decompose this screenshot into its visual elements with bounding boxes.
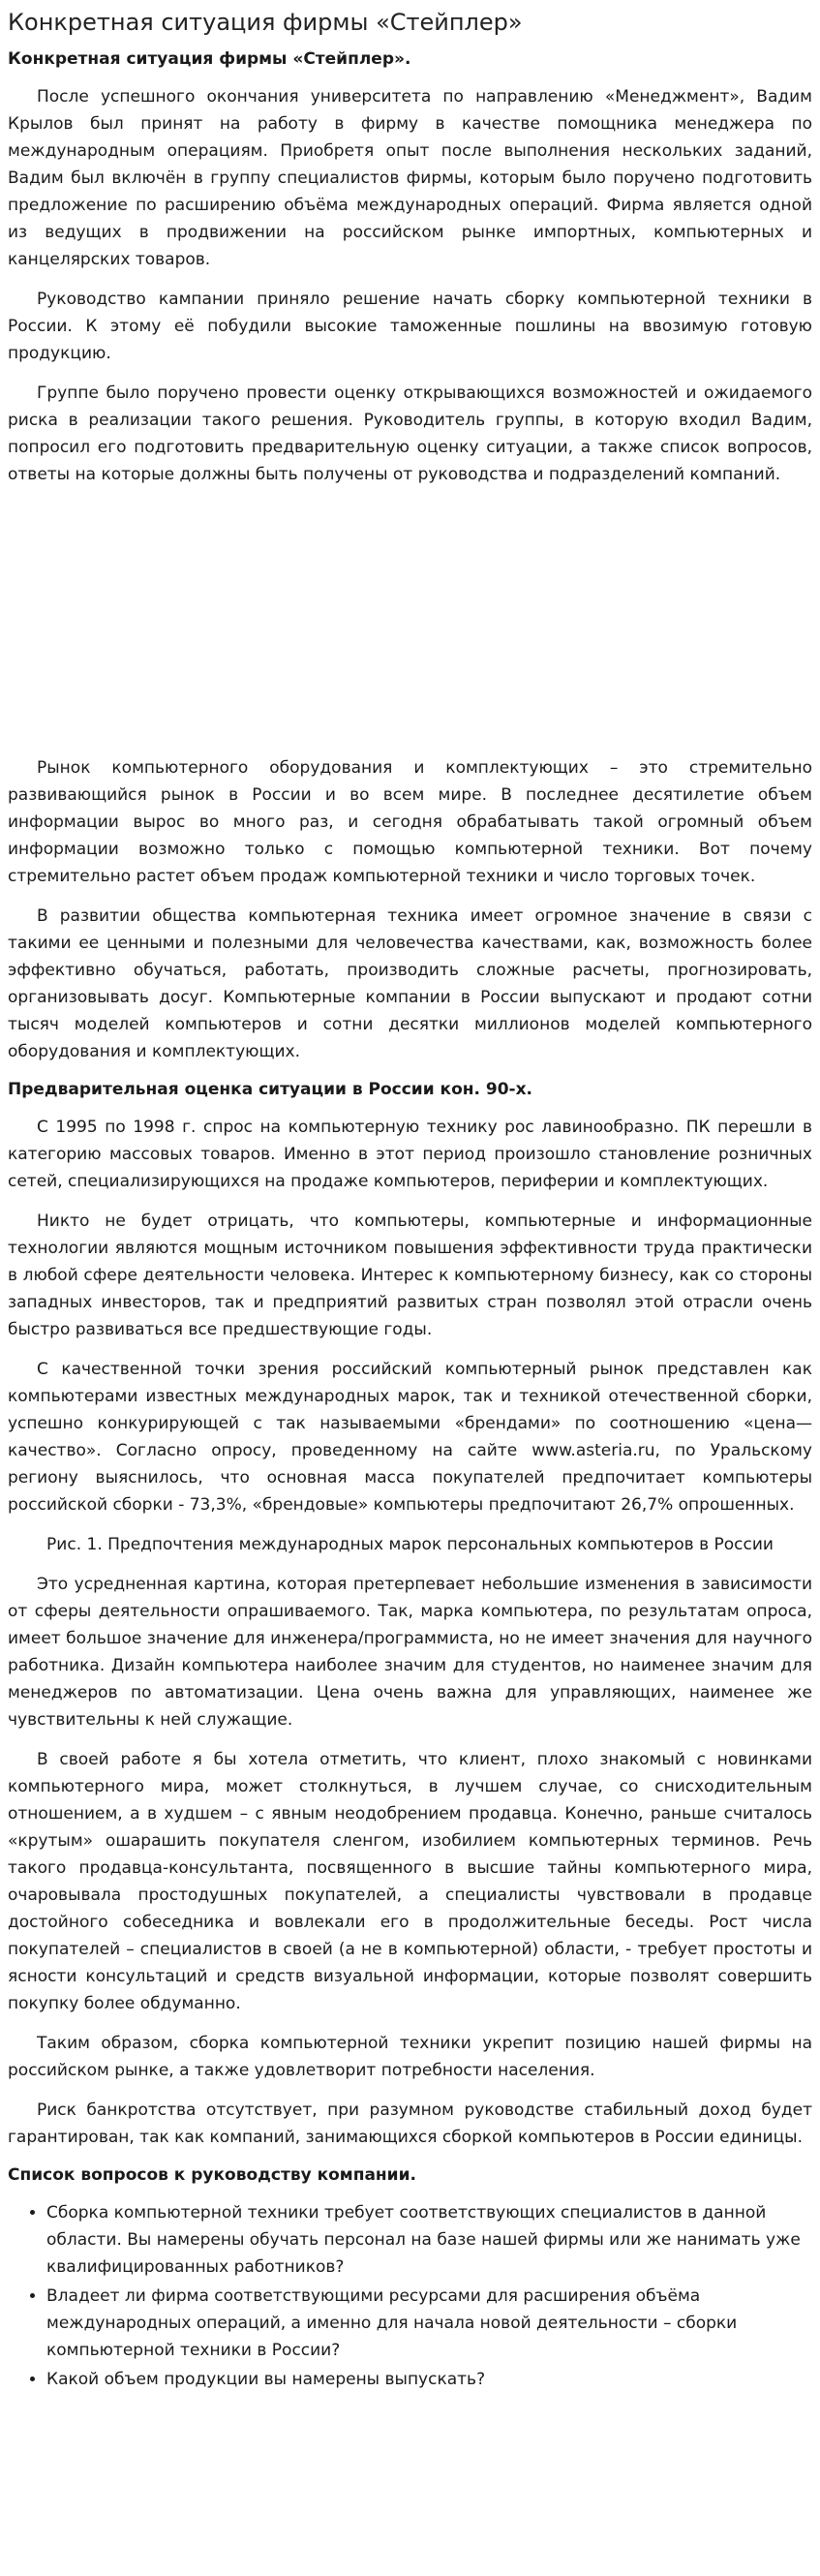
assessment-paragraph: С 1995 по 1998 г. спрос на компьютерную технику рос лавинообразно. ПК перешли в категорию массовых товаров. Именно в этот период произошло становление розничных сетей, специализирующихся на продаже компьютеров, периферии и комплектующих.	[8, 1118, 812, 1191]
subtitle-heading: Конкретная ситуация фирмы «Стейплер».	[8, 49, 411, 69]
intro-paragraph: Руководство кампании приняло решение начать сборку компьютерной техники в России. К этому её побудили высокие таможенные пошлины на ввозимую готовую продукцию.	[8, 290, 812, 363]
intro-paragraph: Группе было поручено провести оценку открывающихся возможностей и ожидаемого риска в реализации такого решения. Руководитель группы, в которую входил Вадим, попросил его подготовить предварительную оценку ситуации, а также список вопросов, ответы на которые должны быть получены от руководства и подразделений компаний.	[8, 383, 812, 484]
blank-space	[8, 501, 812, 754]
analysis-paragraph: Таким образом, сборка компьютерной техники укрепит позицию нашей фирмы на российском рынке, а также удовлетворит потребности населения.	[8, 2034, 812, 2080]
analysis-paragraph: Риск банкротства отсутствует, при разумном руководстве стабильный доход будет гарантирован, так как компаний, занимающихся сборкой компьютеров в России единицы.	[8, 2101, 812, 2147]
list-item: • Сборка компьютерной техники требует соответствующих специалистов в данной области. Вы намерены обучать персонал на базе нашей фирмы или же нанимать уже квалифицированных работников?	[46, 2199, 812, 2281]
page-title: Конкретная ситуация фирмы «Стейплер»	[8, 9, 523, 36]
assessment-paragraph: Никто не будет отрицать, что компьютеры, компьютерные и информационные технологии являются мощным источником повышения эффективности труда практически в любой сфере деятельности человека. Интерес к компьютерному бизнесу, как со стороны западных инвесторов, так и предприятий развитых стран позволял этой отрасли очень быстро развиваться все предшествующие годы.	[8, 1211, 812, 1339]
assessment-heading: Предварительная оценка ситуации в России кон. 90-х.	[8, 1080, 533, 1099]
list-item: • Владеет ли фирма соответствующими ресурсами для расширения объёма международных операций, а именно для начала новой деятельности – сборки компьютерной техники в России?	[46, 2283, 812, 2364]
questions-heading: Список вопросов к руководству компании.	[8, 2165, 416, 2185]
assessment-paragraph: С качественной точки зрения российский компьютерный рынок представлен как компьютерами известных международных марок, так и техникой отечественной сборки, успешно конкурирующей с так называемыми «брендами» по соотношению «цена—качество». Согласно опросу, проведенному на сайте www.asteria.ru, по Уральскому региону выяснилось, что основная масса покупателей предпочитает компьютеры российской сборки - 73,3%, «брендовые» компьютеры предпочитают 26,7% опрошенных.	[8, 1360, 812, 1515]
list-item: • Какой объем продукции вы намерены выпускать?	[46, 2366, 812, 2393]
market-paragraph: В развитии общества компьютерная техника имеет огромное значение в связи с такими ее ценными и полезными для человечества качествами, как, возможность более эффективно обучаться, работать, производить сложные расчеты, прогнозировать, организовывать досуг. Компьютерные компании в России выпускают и продают сотни тысяч моделей компьютеров и сотни десятки миллионов моделей компьютерного оборудования и комплектующих.	[8, 906, 812, 1061]
analysis-paragraph: Это усредненная картина, которая претерпевает небольшие изменения в зависимости от сферы деятельности опрашиваемого. Так, марка компьютера, по результатам опроса, имеет большое значение для инженера/программиста, но не имеет значения для научного работника. Дизайн компьютера наиболее значим для студентов, но наименее значим для менеджеров по автоматизации. Цена очень важна для управляющих, наименее же чувствительны к ней служащие.	[8, 1575, 812, 1730]
questions-list	[8, 2199, 812, 2393]
market-paragraph: Рынок компьютерного оборудования и комплектующих – это стремительно развивающийся рынок в России и во всем мире. В последнее десятилетие объем информации вырос во много раз, и сегодня обрабатывать такой огромный объем информации возможно только с помощью компьютерной техники. Вот почему стремительно растет объем продаж компьютерной техники и число торговых точек.	[8, 758, 812, 886]
document-page	[0, 9, 820, 2393]
intro-paragraph: После успешного окончания университета по направлению «Менеджмент», Вадим Крылов был принят на работу в фирму в качестве помощника менеджера по международным операциям. Приобретя опыт после выполнения нескольких заданий, Вадим был включён в группу специалистов фирмы, которым было поручено подготовить предложение по расширению объёма международных операций. Фирма является одной из ведущих в продвижении на российском рынке импортных, компьютерных и канцелярских товаров.	[8, 87, 812, 269]
figure-caption: Рис. 1. Предпочтения международных марок персональных компьютеров в России	[46, 1535, 774, 1554]
analysis-paragraph: В своей работе я бы хотела отметить, что клиент, плохо знакомый с новинками компьютерного мира, может столкнуться, в лучшем случае, со снисходительным отношением, а в худшем – с явным неодобрением продавца. Конечно, раньше считалось «крутым» ошарашить покупателя сленгом, изобилием компьютерных терминов. Речь такого продавца-консультанта, посвященного в высшие тайны компьютерного мира, очаровывала простодушных покупателей, а специалисты чувствовали в продавце достойного собеседника и вовлекали его в продолжительные беседы. Рост числа покупателей – специалистов в своей (а не в компьютерной) области, - требует простоты и ясности консультаций и средств визуальной информации, которые позволят совершить покупку более обдуманно.	[8, 1750, 812, 2013]
